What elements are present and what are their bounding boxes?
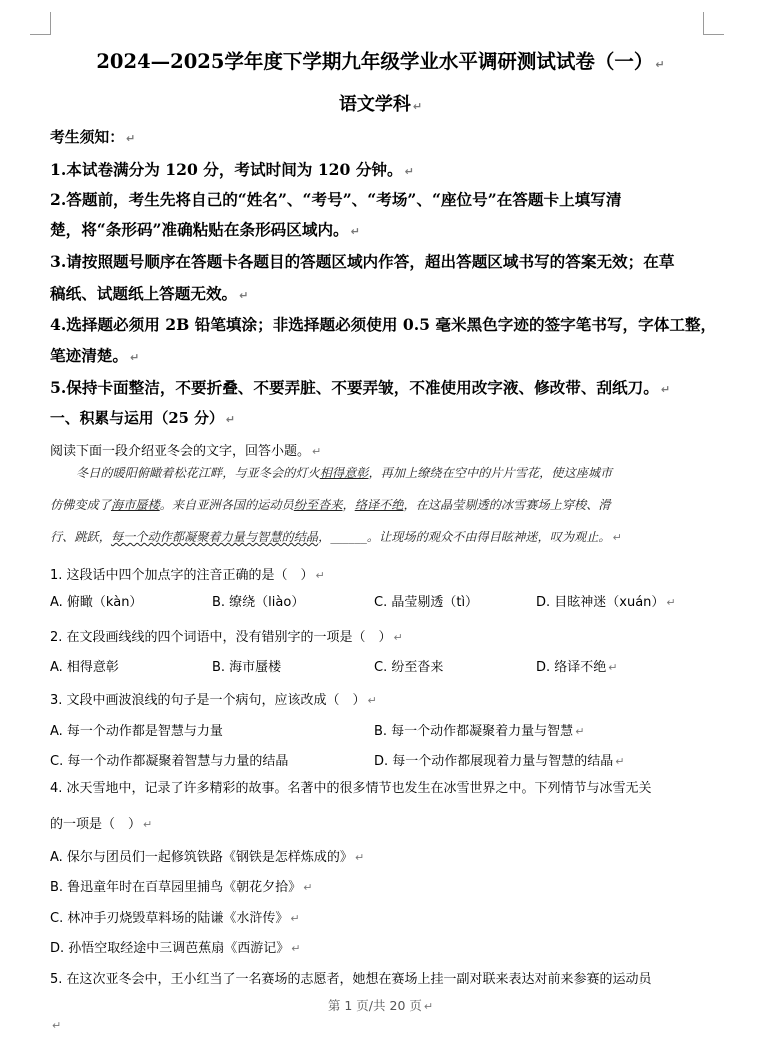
paragraph-mark-icon: ↵: [239, 289, 249, 302]
crop-mark-top-left: [30, 12, 51, 35]
page-number: 第 1 页/共 20 页: [327, 998, 422, 1013]
q3-option-d: [374, 750, 625, 769]
page-title: [0, 46, 761, 74]
option-text: B. 鲁迅童年时在百草园里捕鸟《朝花夕拾》: [50, 880, 302, 895]
paragraph-mark-icon: ↵: [575, 725, 585, 738]
paragraph-mark-icon: ↵: [290, 912, 300, 925]
notice-item-text: 楚，将“条形码”准确粘贴在条形码区域内。: [50, 220, 349, 239]
reading-intro-text: 阅读下面一段介绍亚冬会的文字，回答小题。: [50, 444, 311, 459]
section-heading: [50, 407, 235, 428]
q1-option-b: B. 缭绕（liào）: [212, 595, 305, 610]
q2-option-b: B. 海市蜃楼: [212, 660, 282, 675]
notice-item-text: 3.请按照题号顺序在答题卡各题目的答题区域内作答，超出答题区域书写的答案无效；在草: [50, 252, 675, 271]
notice-item-text: 1.本试卷满分为 120 分，考试时间为 120 分钟。: [50, 160, 403, 179]
paragraph-mark-icon: ↵: [660, 383, 671, 396]
question-stem-text: 2. 在文段画线线的四个词语中，没有错别字的一项是（ ）: [50, 630, 392, 645]
paragraph-mark-icon: ↵: [412, 100, 423, 113]
passage-line-2: [50, 496, 611, 513]
option-text: B. 每一个动作都凝聚着力量与智慧: [374, 724, 574, 739]
paragraph-mark-icon: ↵: [393, 631, 403, 644]
question-4-stem-line-2: [50, 813, 152, 832]
underlined-phrase: 络译不绝: [354, 498, 404, 512]
answer-blank: ______: [330, 530, 367, 544]
q4-option-d: [50, 937, 301, 956]
reading-intro: [50, 440, 321, 459]
passage-text: 。来自亚洲各国的运动员: [159, 498, 294, 512]
paragraph-mark-icon: ↵: [608, 661, 618, 674]
page-subtitle: [0, 90, 761, 116]
option-text: D. 络译不绝: [536, 660, 607, 675]
question-stem-text: 4. 冰天雪地中，记录了许多精彩的故事。名著中的很多情节也发生在冰雪世界之中。下列情节与冰雪无关: [50, 781, 652, 796]
notice-item-text: 2.答题前，考生先将自己的“姓名”、“考号”、“考场”、“座位号”在答题卡上填写清: [50, 190, 622, 209]
notice-item-5: [50, 376, 670, 398]
paragraph-mark-icon: ↵: [404, 165, 414, 178]
paragraph-mark-icon: ↵: [303, 881, 313, 894]
question-2-stem: [50, 626, 403, 645]
question-stem-text: 的一项是（ ）: [50, 817, 142, 832]
notice-item-2: [50, 188, 621, 210]
passage-text: ，在这晶莹剔透的冰雪赛场上穿梭、滑: [403, 498, 611, 512]
passage-text: ，: [342, 498, 355, 512]
notice-item-text: 4.选择题必须用 2B 铅笔填涂；非选择题必须使用 0.5 毫米黑色字迹的签字笔书写，字体工整，: [50, 315, 717, 334]
question-stem-text: 3. 文段中画波浪线的句子是一个病句，应该改成（ ）: [50, 693, 366, 708]
notice-item-4: [50, 313, 716, 335]
notice-item-2-cont: [50, 218, 360, 240]
question-stem-text: 5. 在这次亚冬会中，王小红当了一名赛场的志愿者，她想在赛场上挂一副对联来表达对前来参赛的运动员: [50, 972, 652, 987]
paragraph-mark-icon: ↵: [367, 694, 377, 707]
paragraph-mark-icon: ↵: [350, 225, 360, 238]
notice-item-text: 5.保持卡面整洁，不要折叠、不要弄脏、不要弄皱，不准使用改字液、修改带、刮纸刀。: [50, 378, 659, 397]
passage-text: 行、跳跃，: [50, 530, 111, 544]
underlined-phrase: 海市蜃楼: [110, 498, 160, 512]
passage-line-1: [76, 464, 612, 481]
q2-option-c: C. 纷至沓来: [374, 660, 444, 675]
q2-option-a: A. 相得意彰: [50, 660, 119, 675]
q3-option-a: A. 每一个动作都是智慧与力量: [50, 724, 223, 739]
paragraph-mark-icon: ↵: [615, 755, 625, 768]
paragraph-mark-icon: ↵: [312, 445, 322, 458]
question-stem-text: 1. 这段话中四个加点字的注音正确的是（ ）: [50, 568, 314, 583]
question-3-stem: [50, 689, 377, 708]
notice-item-3: [50, 250, 674, 272]
paragraph-mark-icon: ↵: [655, 58, 665, 71]
q4-option-b: [50, 876, 312, 895]
q3-option-c: C. 每一个动作都凝聚着智慧与力量的结晶: [50, 754, 289, 769]
notice-item-1: [50, 158, 414, 180]
notice-item-text: 稿纸、试题纸上答题无效。: [50, 284, 238, 303]
paragraph-mark-icon: ↵: [612, 531, 622, 544]
q1-option-c: C. 晶莹剔透（tì）: [374, 595, 479, 610]
q3-option-b: [374, 720, 584, 739]
page-footer: [0, 996, 761, 1014]
passage-text: ，再加上缭绕在空中的片片雪花，使这座城市: [368, 466, 613, 480]
section-heading-text: 一、积累与运用（25 分）: [50, 410, 224, 427]
paragraph-mark-icon: ↵: [315, 569, 325, 582]
q4-option-c: [50, 907, 300, 926]
page-subtitle-text: 语文学科: [338, 94, 411, 115]
q1-option-a: A. 俯瞰（kàn）: [50, 595, 143, 610]
paragraph-mark-icon: ↵: [52, 1019, 62, 1032]
page-title-text: 2024—2025学年度下学期九年级学业水平调研测试试卷（一）: [96, 50, 654, 73]
paragraph-mark-icon: ↵: [666, 596, 676, 609]
option-text: A. 保尔与团员们一起修筑铁路《钢铁是怎样炼成的》: [50, 850, 353, 865]
notice-heading: [50, 126, 135, 147]
passage-text: 冬日的暖阳俯瞰着松花江畔，与亚冬会的灯火: [76, 466, 320, 480]
crop-mark-top-right: [703, 12, 724, 35]
question-4-stem-line-1: [50, 777, 652, 796]
passage-line-3: [50, 528, 622, 545]
paragraph-mark-icon: ↵: [354, 851, 365, 864]
q4-option-a: [50, 846, 364, 865]
paragraph-mark-icon: ↵: [129, 351, 140, 364]
trailing-paragraph-mark: [50, 1014, 61, 1033]
underlined-phrase: 相得意彰: [319, 466, 369, 480]
passage-text: 仿佛变成了: [50, 498, 111, 512]
option-text: D. 每一个动作都展现着力量与智慧的结晶: [374, 754, 614, 769]
q2-option-d: [536, 656, 618, 675]
q1-option-d: [536, 591, 676, 610]
paragraph-mark-icon: ↵: [126, 132, 136, 145]
passage-text: 。让现场的观众不由得目眩神迷，叹为观止。: [366, 530, 611, 544]
paragraph-mark-icon: ↵: [423, 1000, 434, 1013]
wavy-underlined-sentence: 每一个动作都凝聚着力量与智慧的结晶: [110, 530, 319, 544]
paragraph-mark-icon: ↵: [291, 942, 301, 955]
option-text: D. 目眩神迷（xuán）: [536, 595, 665, 610]
option-text: D. 孙悟空取经途中三调芭蕉扇《西游记》: [50, 941, 290, 956]
notice-heading-text: 考生须知：: [50, 129, 124, 146]
notice-item-text: 笔迹清楚。: [50, 346, 128, 365]
underlined-phrase: 纷至沓来: [293, 498, 343, 512]
paragraph-mark-icon: ↵: [143, 818, 153, 831]
notice-item-4-cont: [50, 344, 139, 366]
paragraph-mark-icon: ↵: [225, 413, 235, 426]
question-1-stem: [50, 564, 325, 583]
option-text: C. 林冲手刃烧毁草料场的陆谦《水浒传》: [50, 911, 289, 926]
notice-item-3-cont: [50, 282, 248, 304]
passage-text: ，: [318, 530, 331, 544]
question-5-stem: [50, 968, 652, 987]
